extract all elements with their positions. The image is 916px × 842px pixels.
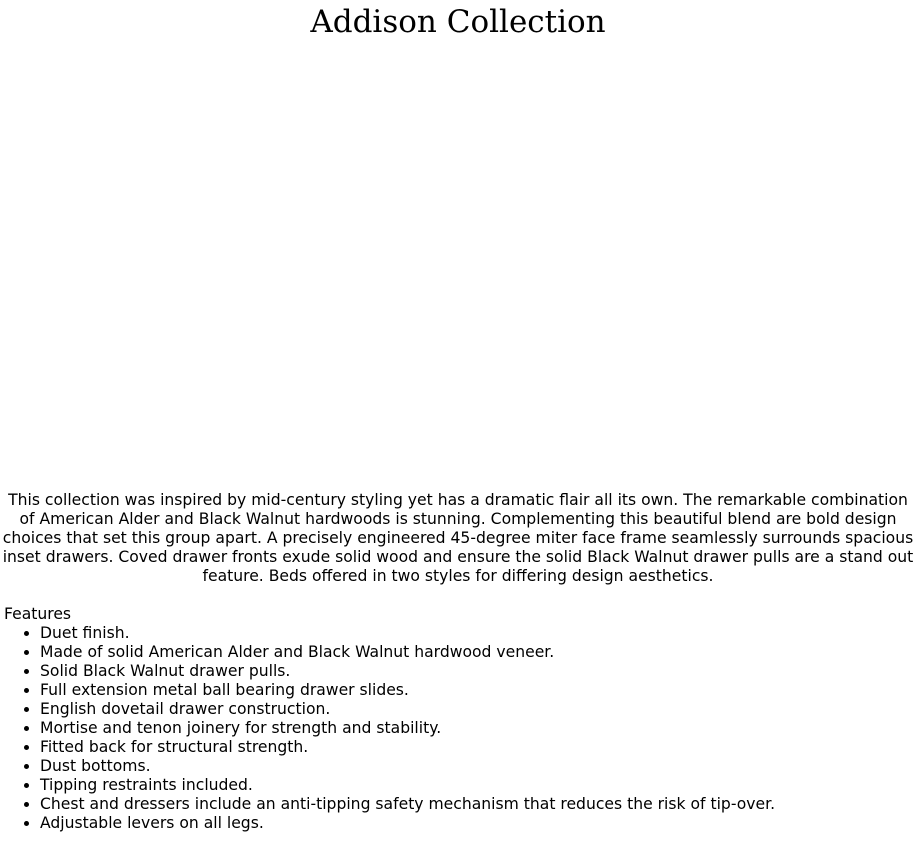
product-image-area [0, 44, 916, 488]
features-list [0, 624, 775, 833]
feature-item: • Fitted back for structural strength. [40, 738, 775, 757]
collection-description: This collection was inspired by mid-century styling yet has a dramatic flair all its own. The remarkable combination of American Alder and Black Walnut hardwoods is stunning. Complementing this beautiful blend are bold design choices that set this group apart. A precisely engineered 45-degree miter face frame seamlessly surrounds spacious inset drawers. Coved drawer fronts exude solid wood and ensure the solid Black Walnut drawer pulls are a stand out feature. Beds offered in two styles for differing design aesthetics. [2, 491, 914, 585]
feature-item: • English dovetail drawer construction. [40, 700, 775, 719]
feature-item: • Chest and dressers include an anti-tipping safety mechanism that reduces the risk of tip-over. [40, 795, 775, 814]
page-title: Addison Collection [310, 4, 606, 40]
feature-item: • Duet finish. [40, 624, 775, 643]
feature-item: • Adjustable levers on all legs. [40, 814, 775, 833]
feature-item: • Mortise and tenon joinery for strength and stability. [40, 719, 775, 738]
feature-item: • Made of solid American Alder and Black Walnut hardwood veneer. [40, 643, 775, 662]
feature-item: • Full extension metal ball bearing drawer slides. [40, 681, 775, 700]
feature-item: • Dust bottoms. [40, 757, 775, 776]
features-heading: Features [4, 605, 72, 623]
feature-item: • Solid Black Walnut drawer pulls. [40, 662, 775, 681]
feature-item: • Tipping restraints included. [40, 776, 775, 795]
